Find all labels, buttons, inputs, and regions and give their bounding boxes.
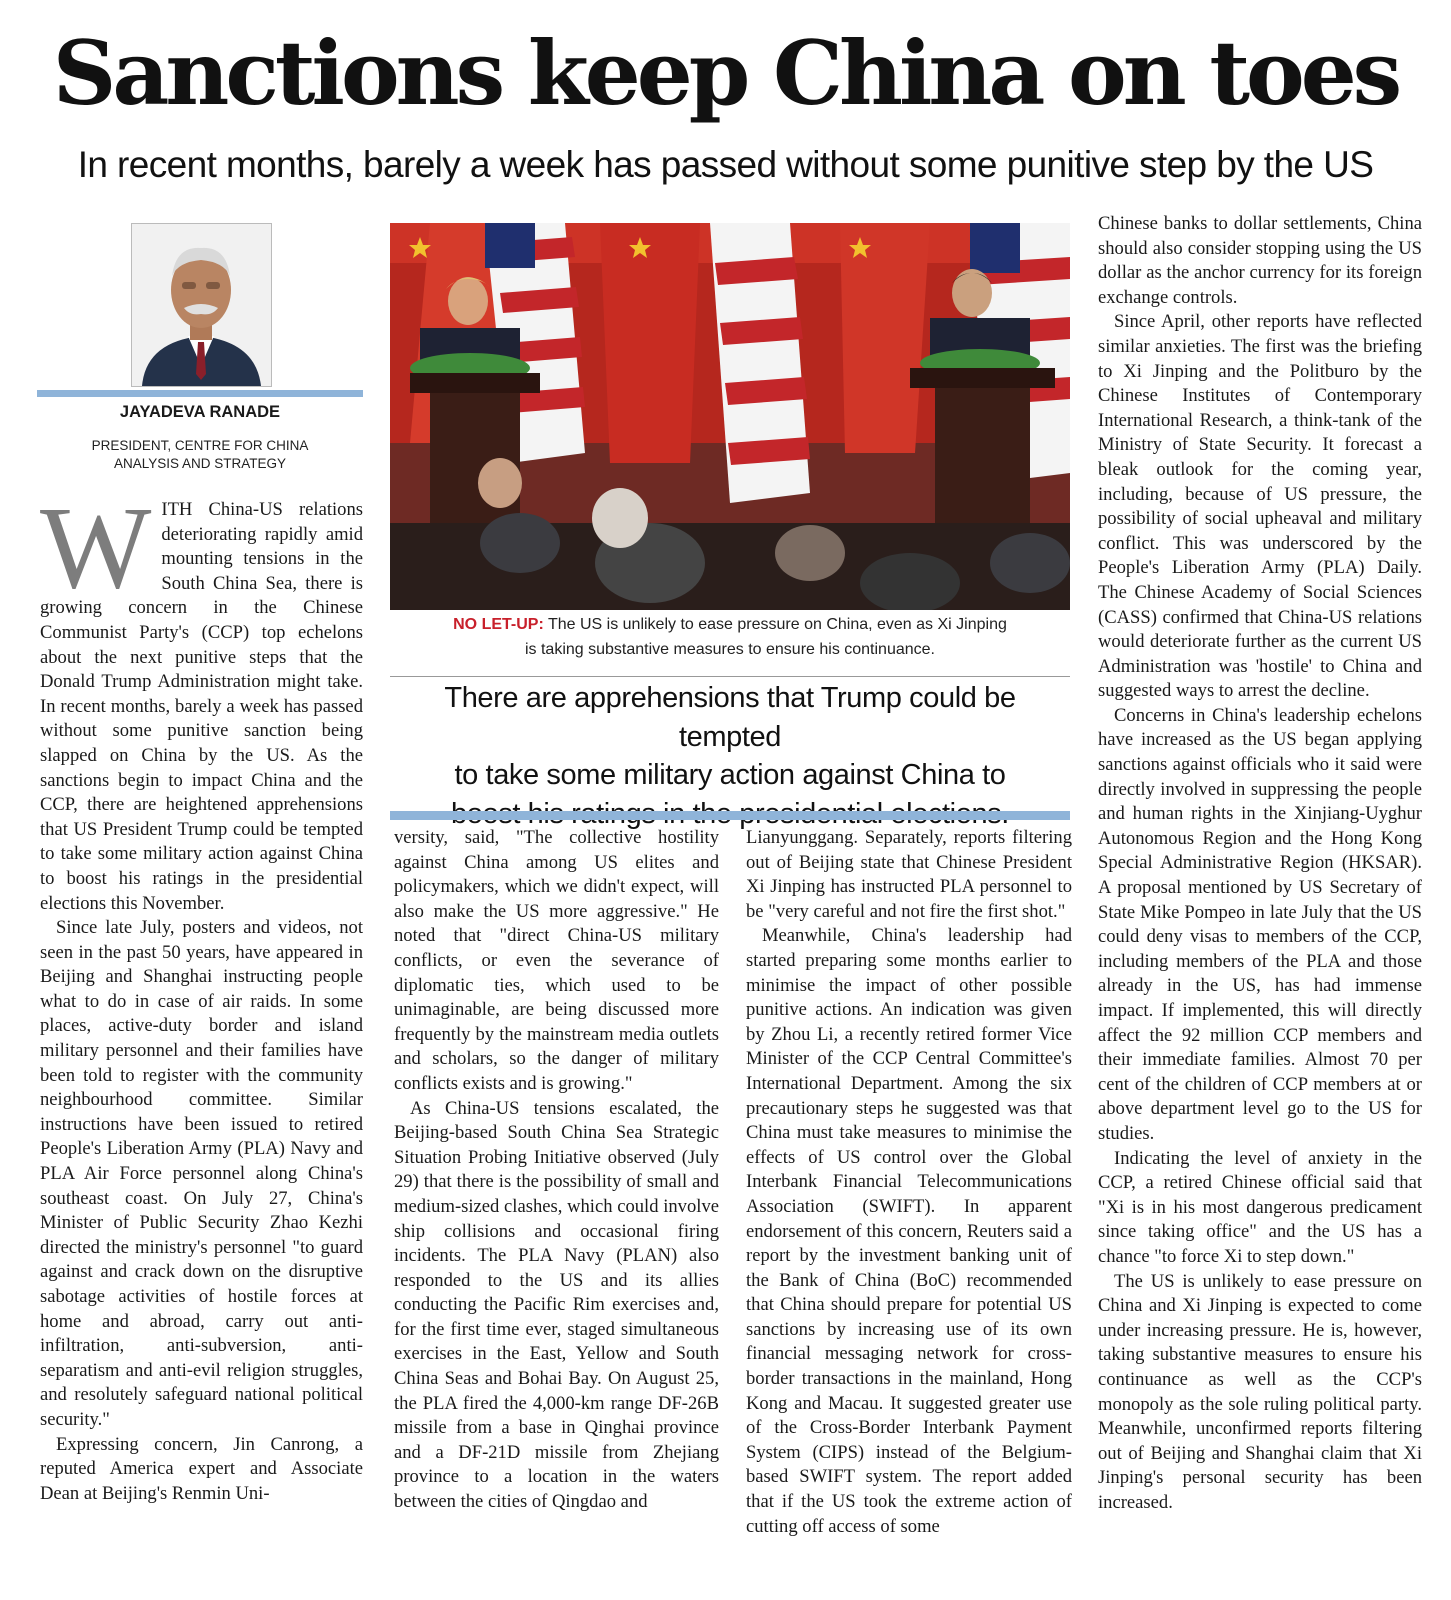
drop-cap: W: [40, 482, 152, 613]
article-paragraph: Since April, other reports have reflected similar anxieties. The first was the briefing to Xi Jinping and the Politburo by the Chinese Institutes of Contemporary International Research, a think-tank of the Ministry of State Security. It forecast a bleak outlook for the coming year, including, because of US pressure, the possibility of social upheaval and military conflict. This was underscored by the People's Liberation Army (PLA) Daily. The Chinese Academy of Social Sciences (CASS) confirmed that China-US relations would deteriorate further as the current US Administration was 'hostile' to China and suggested ways to arrest the decline.: [1098, 311, 1422, 702]
article-column-2: [394, 826, 719, 1515]
pullquote-accent-bar: [390, 811, 1070, 820]
article-column-3: [746, 826, 1072, 1539]
article-paragraph: Concerns in China's leadership echelons have increased as the US began applying sanctions against officials who it said were directly involved in suppressing the people and human rights in the Xinjiang-Uyghur Autonomous Region and the Hong Kong Special Administrative Region (HKSAR). A proposal mentioned by US Secretary of State Mike Pompeo in late July that the US could deny visas to members of the CCP, including members of the PLA and those already in the US, has had immense impact. If implemented, this will directly affect the 92 million CCP members and their immediate families. Almost 70 per cent of the children of CCP members at or above department level go to the US for studies.: [1098, 704, 1422, 1144]
author-role-line: PRESIDENT, CENTRE FOR CHINA: [91, 438, 309, 453]
author-photo: [131, 223, 272, 387]
author-name: JAYADEVA RANADE: [119, 403, 281, 421]
article-column-1: [40, 482, 363, 1506]
caption-line: [390, 612, 1070, 637]
photo-caption: [390, 612, 1070, 662]
news-photo: [390, 223, 1070, 610]
caption-lead: NO LET-UP:: [453, 616, 544, 633]
article-paragraph: Indicating the level of anxiety in the CCP, a retired Chinese official said that "Xi is in his most dangerous predicament since taking office" and the US has a chance "to force Xi to step down.": [1098, 1147, 1422, 1267]
article-column-4: [1098, 212, 1422, 1515]
paragraph-text: ITH China-US relations deteriorating rapidly amid mounting tensions in the South China Sea, there is growing concern in the Chinese Communist Party's (CCP) top echelons about the next punitive steps that the Donald Trump Administration might take. In recent months, barely a week has passed without some punitive sanction being slapped on China by the US. As the sanctions begin to impact China and the CCP, there are heightened apprehensions that US President Trump could be tempted to take some military action against China to boost his ratings in the presidential elections this November.: [40, 499, 363, 914]
pullquote: [390, 679, 1070, 833]
caption-line: is taking substantive measures to ensure his continuance.: [524, 641, 935, 658]
article-paragraph: Lianyunggang. Separately, reports filtering out of Beijing state that Chinese President Xi Jinping has instructed PLA personnel to be "very careful and not fire the first shot.": [746, 827, 1072, 922]
article-paragraph: The US is unlikely to ease pressure on China and Xi Jinping is expected to come under increasing pressure. He is, however, taking substantive measures to ensure his continuance as well as the CCP's monopoly as the sole ruling political party. Meanwhile, unconfirmed reports filtering out of Beijing and Shanghai claim that Xi Jinping's personal security has been increased.: [1098, 1270, 1422, 1513]
article-paragraph: Since late July, posters and videos, not seen in the past 50 years, have appeared in Beijing and Shanghai instructing people what to do in case of air raids. In some places, active-duty border and island military personnel and their families have been told to register with the community neighbourhood committee. Similar instructions have been issued to retired People's Liberation Army (PLA) Navy and PLA Air Force personnel along China's southeast coast. On July 27, China's Minister of Public Security Zhao Kezhi directed the ministry's personnel "to guard against and crack down on the disruptive sabotage activities of hostile forces at home and abroad, carry out anti-infiltration, anti-subversion, anti-separatism and anti-evil religion struggles, and resolutely safeguard national political security.": [40, 917, 363, 1430]
pullquote-line: There are apprehensions that Trump could be tempted: [444, 682, 1016, 753]
deck-subheadline: In recent months, barely a week has passed without some punitive step by the US: [77, 144, 1374, 185]
article-paragraph: Expressing concern, Jin Canrong, a reputed America expert and Associate Dean at Beijing's Renmin Uni-: [40, 1433, 363, 1504]
author-role-line: ANALYSIS AND STRATEGY: [113, 456, 287, 471]
author-accent-bar: [37, 390, 363, 397]
pullquote-rule: [390, 676, 1070, 677]
author-role: [37, 437, 363, 473]
caption-text: The US is unlikely to ease pressure on China, even as Xi Jinping: [543, 616, 1007, 633]
article-paragraph: Chinese banks to dollar settlements, China should also consider stopping using the US dollar as the anchor currency for its foreign exchange controls.: [1098, 213, 1422, 308]
article-paragraph: [40, 482, 363, 916]
article-paragraph: versity, said, "The collective hostility against China among US elites and policymakers, which we didn't expect, will also make the US more aggressive." He noted that "direct China-US military conflicts, or even the severance of diplomatic ties, which used to be unimaginable, are being discussed more frequently by the mainstream media outlets and scholars, so the danger of military conflicts exists and is growing.": [394, 827, 719, 1094]
article-paragraph: Meanwhile, China's leadership had started preparing some months earlier to minimise the impact of other possible punitive actions. An indication was given by Zhou Li, a recently retired former Vice Minister of the CCP Central Committee's International Department. Among the six precautionary steps he suggested was that China must take measures to minimise the effects of US control over the Global Interbank Financial Telecommunications Association (SWIFT). In apparent endorsement of this concern, Reuters said a report by the investment banking unit of the Bank of China (BoC) recommended that China should prepare for potential US sanctions by increasing use of its own financial messaging network for cross-border transactions in the mainland, Hong Kong and Macau. It suggested greater use of the Cross-Border Interbank Payment System (CIPS) instead of the Belgium-based SWIFT system. The report added that if the US took the extreme action of cutting off access of some: [746, 925, 1072, 1537]
pullquote-line: to take some military action against China to: [454, 759, 1006, 791]
headline: Sanctions keep China on toes: [52, 21, 1399, 125]
article-paragraph: As China-US tensions escalated, the Beijing-based South China Sea Strategic Situation Probing Initiative observed (July 29) that there is the possibility of small and medium-sized clashes, which could involve ship collisions and occasional firing incidents. The PLA Navy (PLAN) also responded to the US and its allies conducting the Pacific Rim exercises and, for the first time ever, staged simultaneous exercises in the East, Yellow and South China Seas and Bohai Bay. On August 25, the PLA fired the 4,000-km range DF-26B missile from a base in Qinghai province and a DF-21D missile from Zhejiang province to a location in the waters between the cities of Qingdao and: [394, 1097, 719, 1513]
